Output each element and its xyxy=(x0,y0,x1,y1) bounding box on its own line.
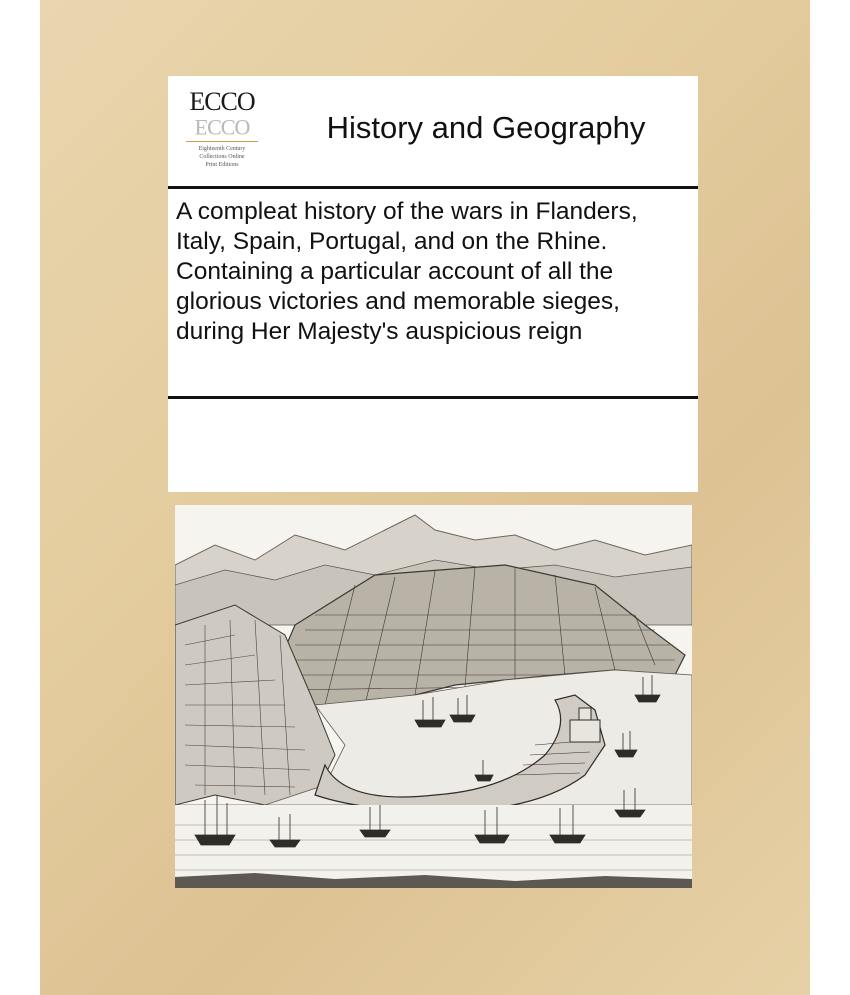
bottom-rule xyxy=(168,396,698,399)
harbor-engraving-image xyxy=(175,505,692,888)
logo-divider xyxy=(186,141,258,142)
top-rule xyxy=(168,186,698,189)
book-title: A compleat history of the wars in Flanders, Italy, Spain, Portugal, and on the Rhine. Containing a particular account of all the glorious victories and memorable sieges, during Her Majesty's auspicious reign xyxy=(176,198,638,345)
subject-heading: History and Geography xyxy=(326,110,646,145)
title-panel xyxy=(168,76,698,492)
logo-line-3: Print Editions xyxy=(205,162,239,168)
logo-wordmark: ECCO xyxy=(189,87,255,116)
ecco-logo xyxy=(181,88,263,188)
logo-line-1: Eighteenth Century xyxy=(198,146,246,152)
logo-reflection: ECCO xyxy=(194,115,250,140)
logo-line-2: Collections Online xyxy=(199,154,245,160)
